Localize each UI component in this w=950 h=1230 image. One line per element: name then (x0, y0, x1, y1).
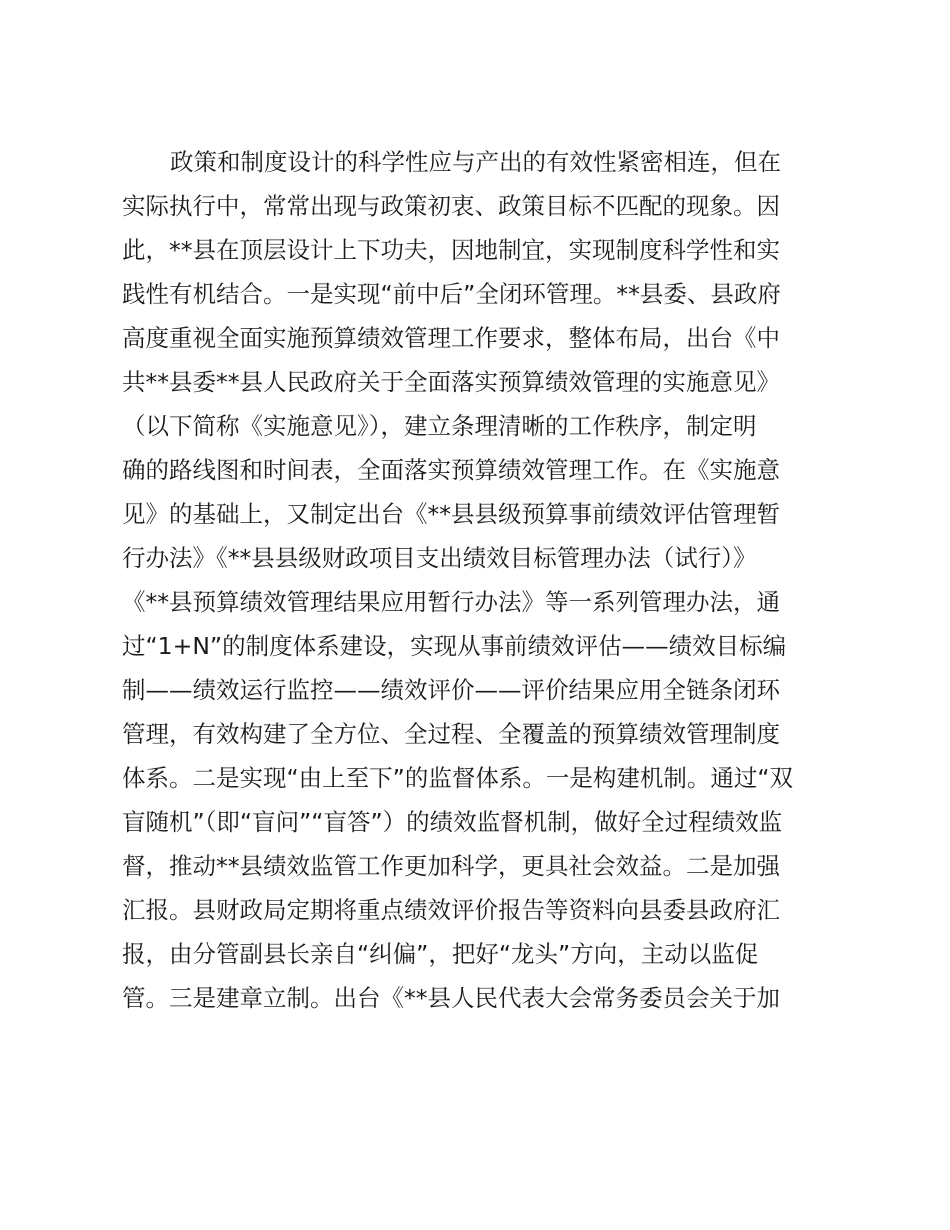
text-line: 见》的基础上，又制定出台《**县县级预算事前绩效评估管理暂 (122, 500, 780, 528)
text-line: （以下简称《实施意见》），建立条理清晰的工作秩序，制定明 (122, 412, 757, 440)
text-line: 践性有机结合。一是实现“前中后”全闭环管理。**县委、县政府 (122, 280, 781, 308)
text-line: 管。三是建章立制。出台《**县人民代表大会常务委员会关于加 (122, 984, 780, 1012)
text-line: 确的路线图和时间表，全面落实预算绩效管理工作。在《实施意 (122, 456, 780, 484)
text-line: 汇报。县财政局定期将重点绩效评价报告等资料向县委县政府汇 (122, 896, 780, 924)
body-paragraph (122, 140, 842, 1020)
text-line: 报，由分管副县长亲自“纠偏”，把好“龙头”方向，主动以监促 (122, 940, 759, 968)
text-line: 《**县预算绩效管理结果应用暂行办法》等一系列管理办法，通 (122, 588, 780, 616)
text-line: 实际执行中，常常出现与政策初衷、政策目标不匹配的现象。因 (122, 192, 780, 220)
text-line: 过“1+N”的制度体系建设，实现从事前绩效评估——绩效目标编 (122, 632, 787, 660)
text-line: 体系。二是实现“由上至下”的监督体系。一是构建机制。通过“双 (122, 764, 794, 792)
text-line: 督，推动**县绩效监管工作更加科学，更具社会效益。二是加强 (122, 852, 780, 880)
text-line: 高度重视全面实施预算绩效管理工作要求，整体布局，出台《中 (122, 324, 780, 352)
text-line: 共**县委**县人民政府关于全面落实预算绩效管理的实施意见》 (122, 368, 780, 396)
text-line: 此，**县在顶层设计上下功夫，因地制宜，实现制度科学性和实 (122, 236, 780, 264)
text-line: 制——绩效运行监控——绩效评价——评价结果应用全链条闭环 (122, 676, 780, 704)
text-line: 管理，有效构建了全方位、全过程、全覆盖的预算绩效管理制度 (122, 720, 780, 748)
text-line: 盲随机”（即“盲问”“盲答”）的绩效监督机制，做好全过程绩效监 (122, 808, 783, 836)
text-line: 行办法》《**县县级财政项目支出绩效目标管理办法（试行）》 (122, 544, 757, 572)
text-line: 政策和制度设计的科学性应与产出的有效性紧密相连，但在 (170, 148, 781, 176)
